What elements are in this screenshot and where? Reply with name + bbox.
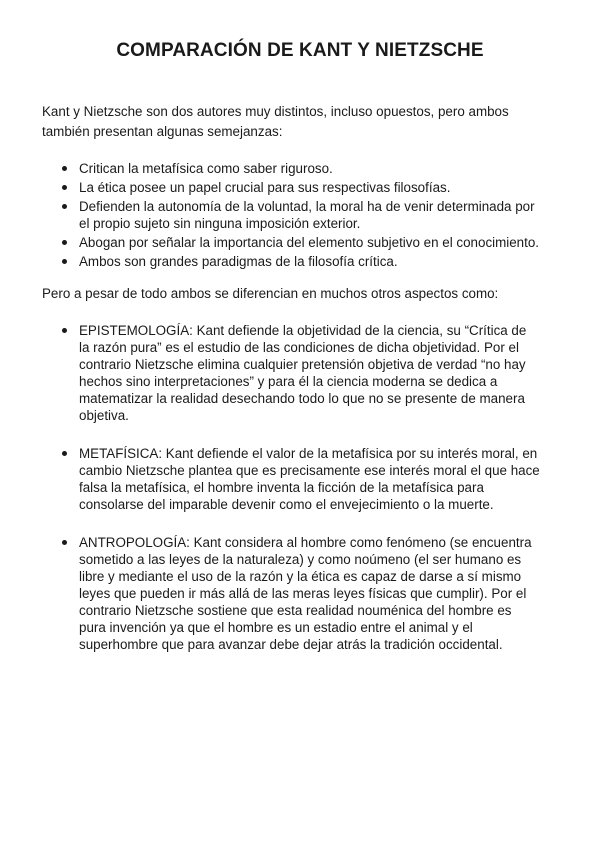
list-item: Abogan por señalar la importancia del elemento subjetivo en el conocimiento. xyxy=(42,234,540,251)
list-item-epistemologia: EPISTEMOLOGÍA: Kant defiende la objetividad de la ciencia, su “Crítica de la razón pura” es el estudio de las condiciones de dicha objetividad. Por el contrario Nietzsche elimina cualquier pretensión objetiva de verdad “no hay hechos sino interpretaciones” y para él la ciencia moderna se dedica a matematizar la realidad desechando todo lo que no se presente de manera objetiva. xyxy=(42,322,540,424)
intro-paragraph: Kant y Nietzsche son dos autores muy distintos, incluso opuestos, pero ambos también presentan algunas semejanzas: xyxy=(42,104,509,139)
list-item: Defienden la autonomía de la voluntad, la moral ha de venir determinada por el propio sujeto sin ninguna imposición exterior. xyxy=(42,198,540,232)
list-item-metafisica: METAFÍSICA: Kant defiende el valor de la metafísica por su interés moral, en cambio Nietzsche plantea que es precisamente ese interés moral el que hace falsa la metafísica, el hombre inventa la ficción de la metafísica para consolarse del imparable devenir como el envejecimiento o la muerte. xyxy=(42,445,540,513)
list-item: Ambos son grandes paradigmas de la filosofía crítica. xyxy=(42,253,540,270)
document-title: COMPARACIÓN DE KANT Y NIETZSCHE xyxy=(116,40,484,61)
transition-paragraph: Pero a pesar de todo ambos se diferencian en muchos otros aspectos como: xyxy=(42,286,499,301)
similarities-list xyxy=(42,160,540,270)
list-item: Critican la metafísica como saber riguroso. xyxy=(42,160,540,177)
list-item: La ética posee un papel crucial para sus respectivas filosofías. xyxy=(42,179,540,196)
differences-list xyxy=(42,322,540,653)
list-item-antropologia: ANTROPOLOGÍA: Kant considera al hombre como fenómeno (se encuentra sometido a las leyes de la naturaleza) y como noúmeno (el ser humano es libre y mediante el uso de la razón y la ética es capaz de darse a sí mismo leyes que pueden ir más allá de las meras leyes físicas que cumplir). Por el contrario Nietzsche sostiene que esta realidad nouménica del hombre es pura invención ya que el hombre es un estadio entre el animal y el superhombre que para avanzar debe dejar atrás la tradición occidental. xyxy=(42,534,540,653)
